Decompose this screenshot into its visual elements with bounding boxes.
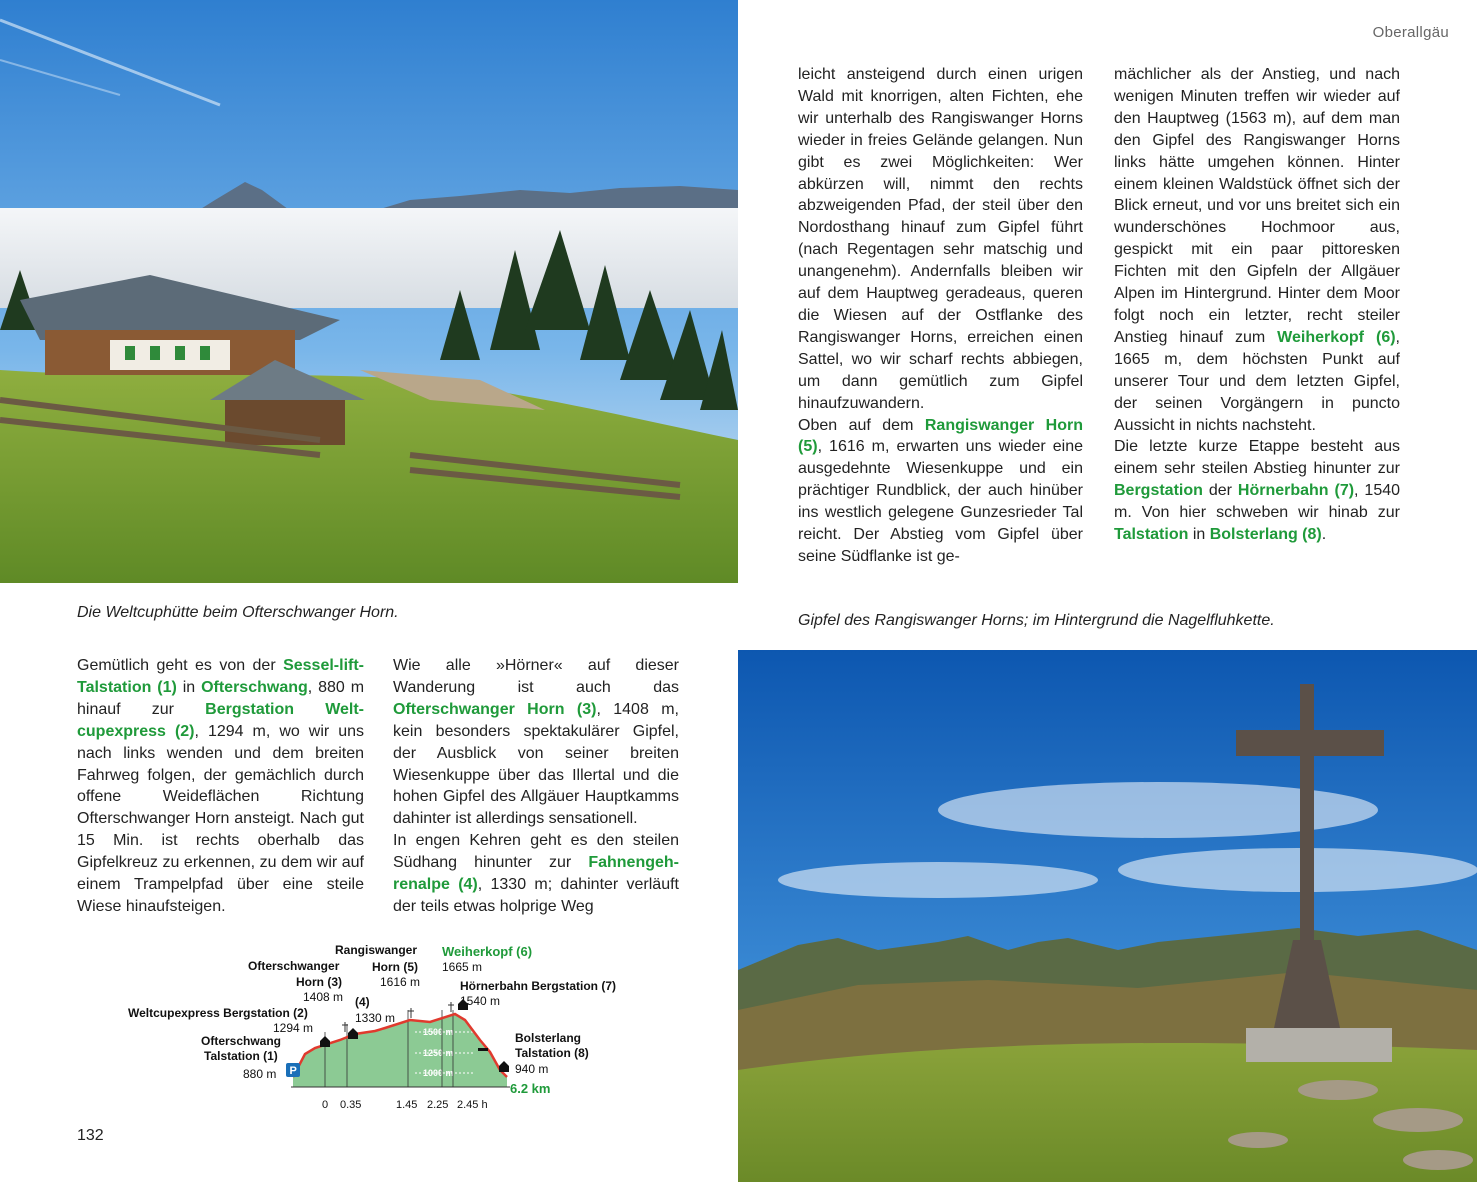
- label-weltcup-el: 1294 m: [273, 1021, 314, 1035]
- place-ofterschwang: Ofterschwang: [201, 678, 308, 696]
- text-run: , 1294 m, wo wir uns nach links wenden und dem breiten Fahrweg folgen, der gemächlich durch offene Weideflächen Richtung Ofterschwanger Horn ansteigt. Nach gut 15 Min. ist rechts oberhalb das Gipfelkreuz zu erkennen, zu dem wir auf einem Trampelpfad über eine steile Wiese hinaufsteigen.: [77, 722, 364, 915]
- text-run: .: [1321, 526, 1327, 544]
- parking-label: P: [289, 1065, 297, 1077]
- caption-hut: Die Weltcuphütte beim Ofterschwanger Horn.: [77, 604, 399, 621]
- label-ofterschwanger-2: Horn (3): [296, 975, 342, 989]
- label-fahnen-el: 1330 m: [355, 1011, 396, 1025]
- text-column-left-1: [77, 655, 364, 918]
- text-run: mächlicher als der Anstieg, und nach wenigen Minuten treffen wir wieder auf den Hauptweg (1563 m), auf dem man den Gipfel des Rangiswanger Horns links hätte umgehen können. Hinter einem kleinen Waldstück öffnet sich der Blick erneut, und vor uns breitet sich ein wunderschönes Hochmoor aus, gespickt mit ein paar pittoresken Fichten mit den Gipfeln der Allgäuer Alpen im Hintergrund. Hinter dem Moor folgt noch ein letzter, recht steiler Anstieg hinauf zum: [1114, 66, 1400, 346]
- text-run: leicht ansteigend durch einen urigen Wald mit knorrigen, alten Fichten, ehe wir unterhalb des Rangiswanger Horns wieder in freies Gelände gelangen. Nun gibt es zwei Möglichkeiten: Wer abkürzen will, nimmt den rechts abzweigenden Pfad, der steil über den Nordosthang hinauf zum Gipfel führt (nach Regentagen sehr matschig und unangenehm). Andernfalls bleiben wir auf dem Hauptweg geradeaus, queren die Wiesen auf der Ostflanke des Rangiswanger Horns, erreichen einen Sattel, wo wir scharf rechts abbiegen, um dann gemütlich zum Gipfel hinaufzuwandern.: [798, 66, 1083, 412]
- time-tick-0: 0: [322, 1099, 329, 1111]
- label-fahnen: (4): [355, 995, 370, 1009]
- page-number: 132: [77, 1127, 104, 1144]
- place-hoernerbahn: Hörnerbahn (7): [1237, 482, 1355, 500]
- text-run: der: [1202, 482, 1238, 500]
- label-bolsterlang-el: 940 m: [515, 1062, 549, 1076]
- text-run: , 1665 m, dem höchsten Punkt auf unserer Tour und dem letzten Gipfel, der seinen Vorgängern in puncto Aussicht in nichts nachsteht.: [1114, 328, 1400, 434]
- place-talstation: Talstation: [1114, 526, 1189, 544]
- label-rangiswanger-2: Horn (5): [372, 960, 418, 974]
- label-ofterschwang-1: Ofterschwang: [201, 1034, 282, 1048]
- label-bolsterlang-1: Bolsterlang: [515, 1031, 582, 1045]
- time-tick-1: 0.35: [340, 1099, 362, 1111]
- text-column-right-1: [798, 64, 1083, 568]
- label-weltcup: Weltcupexpress Bergstation (2): [128, 1006, 308, 1020]
- text-column-right-2: [1114, 64, 1400, 546]
- label-weiherkopf: Weiherkopf (6): [442, 944, 533, 959]
- place-bergstation-weltcupexpress: Bergstation Welt-cupexpress (2): [77, 700, 365, 740]
- photo-weltcuphuette: [0, 0, 738, 583]
- text-run: in: [176, 678, 202, 696]
- text-run: , 1330 m; dahinter verläuft der teils etwas holprige Weg: [393, 876, 679, 915]
- text-run: In engen Kehren geht es den steilen Südhang hinunter zur: [393, 832, 679, 872]
- place-weiherkopf: Weiherkopf (6): [1277, 328, 1396, 346]
- text-run: Wie alle »Hörner« auf dieser Wanderung ist auch das: [393, 657, 679, 696]
- label-rangiswanger-1: Rangiswanger: [335, 943, 418, 957]
- elevation-label-1250: 1250 m: [423, 1048, 454, 1058]
- text-run: Oben auf dem: [798, 416, 925, 434]
- label-bolsterlang-2: Talstation (8): [515, 1046, 589, 1060]
- elevation-label-1500: 1500 m: [423, 1027, 454, 1037]
- place-bergstation: Bergstation: [1114, 482, 1203, 500]
- station-marker-icon: [499, 1061, 509, 1072]
- place-ofterschwanger-horn: Ofterschwanger Horn (3): [393, 700, 597, 718]
- lift-marker-icon: [478, 1048, 488, 1051]
- photo-summit-cross: [738, 650, 1477, 1182]
- text-run: , 1540 m. Von hier schweben wir hinab zur: [1114, 482, 1401, 522]
- summit-cross-icon: [408, 1008, 414, 1018]
- label-ofterschwanger-el: 1408 m: [303, 990, 344, 1004]
- running-head: Oberallgäu: [1372, 24, 1449, 41]
- label-ofterschwang-el: 880 m: [243, 1067, 277, 1081]
- text-run: Gemütlich geht es von der: [77, 657, 284, 674]
- text-run: , 880 m hinauf zur: [77, 678, 365, 718]
- time-tick-2: 1.45: [396, 1099, 418, 1111]
- place-rangiswanger-horn: Rangiswanger Horn (5): [798, 416, 1083, 456]
- station-marker-icon: [320, 1036, 330, 1047]
- label-rangiswanger-el: 1616 m: [380, 975, 421, 989]
- place-bolsterlang: Bolsterlang (8): [1209, 526, 1322, 544]
- elevation-profile: [115, 936, 675, 1111]
- label-hoernerbahn: Hörnerbahn Bergstation (7): [460, 979, 617, 993]
- label-ofterschwanger-1: Ofterschwanger: [248, 959, 340, 973]
- text-run: in: [1188, 526, 1210, 544]
- label-distance: 6.2 km: [510, 1081, 551, 1096]
- hut-marker-icon: [348, 1028, 358, 1039]
- label-weiherkopf-el: 1665 m: [442, 960, 483, 974]
- label-ofterschwang-2: Talstation (1): [204, 1049, 278, 1063]
- elevation-label-1000: 1000 m: [423, 1068, 454, 1078]
- text-run: , 1616 m, erwarten uns wieder eine ausgedehnte Wiesenkuppe und ein prächtiger Rundblick, der auch hinüber ins westlich gelegene Gunzesrieder Tal reicht. Der Abstieg vom Gipfel über seine Südflanke ist ge-: [798, 438, 1083, 565]
- label-hoernerbahn-el: 1540 m: [460, 994, 501, 1008]
- caption-cross: Gipfel des Rangiswanger Horns; im Hintergrund die Nagelfluhkette.: [798, 612, 1275, 629]
- time-tick-4: 2.45 h: [457, 1099, 488, 1111]
- text-run: Die letzte kurze Etappe besteht aus einem sehr steilen Abstieg hinunter zur: [1114, 438, 1400, 478]
- text-column-left-2: [393, 655, 679, 918]
- place-fahnengehrenalpe: Fahnengeh-renalpe (4): [393, 854, 679, 894]
- place-sessellift-talstation: Sessel-lift-Talstation (1): [77, 657, 364, 696]
- text-run: , 1408 m, kein besonders spektakulärer Gipfel, der Ausblick von seiner breiten Wiesenkuppe über das Illertal und die hohen Gipfel des Allgäuer Hauptkamms dahinter ist allerdings sensationell.: [393, 700, 679, 828]
- time-tick-3: 2.25: [427, 1099, 449, 1111]
